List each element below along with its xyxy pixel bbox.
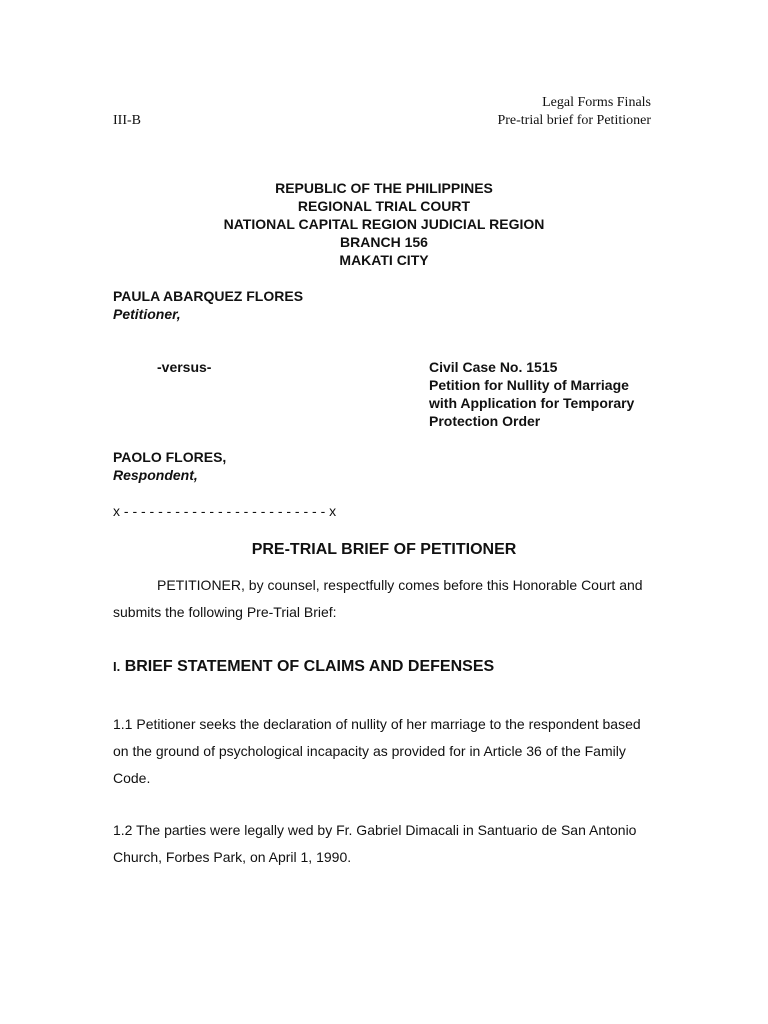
case-info [429,358,634,430]
respondent-block [113,448,226,484]
intro-paragraph: PETITIONER, by counsel, respectfully comes before this Honorable Court and submits the following Pre-Trial Brief: [113,577,643,620]
court-republic: REPUBLIC OF THE PHILIPPINES [275,180,493,196]
section-heading [113,656,494,678]
court-city: MAKATI CITY [339,252,429,268]
respondent-name: PAOLO FLORES, [113,449,227,465]
section-number: I. [113,659,121,674]
court-caption [0,179,768,269]
petitioner-name: PAULA ABARQUEZ FLORES [113,288,304,304]
case-description-3: Protection Order [429,413,541,429]
header-course: Legal Forms Finals [542,95,651,110]
section-title: BRIEF STATEMENT OF CLAIMS AND DEFENSES [124,658,495,675]
caption-divider: x - - - - - - - - - - - - - - - - - - - - - - - - x [113,503,337,519]
paragraph-1-1: 1.1 Petitioner seeks the declaration of nullity of her marriage to the respondent based on the ground of psychological incapacity as provided for in Article 36 of the Family Code. [113,716,641,786]
respondent-role: Respondent, [113,467,198,483]
court-name: REGIONAL TRIAL COURT [297,198,471,214]
petitioner-role: Petitioner, [113,306,181,322]
case-number: Civil Case No. 1515 [429,359,558,375]
header-doc-type: Pre-trial brief for Petitioner [497,113,651,128]
document-title: PRE-TRIAL BRIEF OF PETITIONER [251,541,517,558]
petitioner-block [113,287,303,323]
versus-label: -versus- [157,359,212,375]
header-section-code: III-B [113,113,141,128]
court-branch: BRANCH 156 [340,234,428,250]
paragraph-1-2: 1.2 The parties were legally wed by Fr. Gabriel Dimacali in Santuario de San Antonio Church, Forbes Park, on April 1, 1990. [113,822,637,865]
header-right [497,94,651,130]
case-description-2: with Application for Temporary [429,395,635,411]
court-region: NATIONAL CAPITAL REGION JUDICIAL REGION [223,216,545,232]
case-description-1: Petition for Nullity of Marriage [429,377,629,393]
